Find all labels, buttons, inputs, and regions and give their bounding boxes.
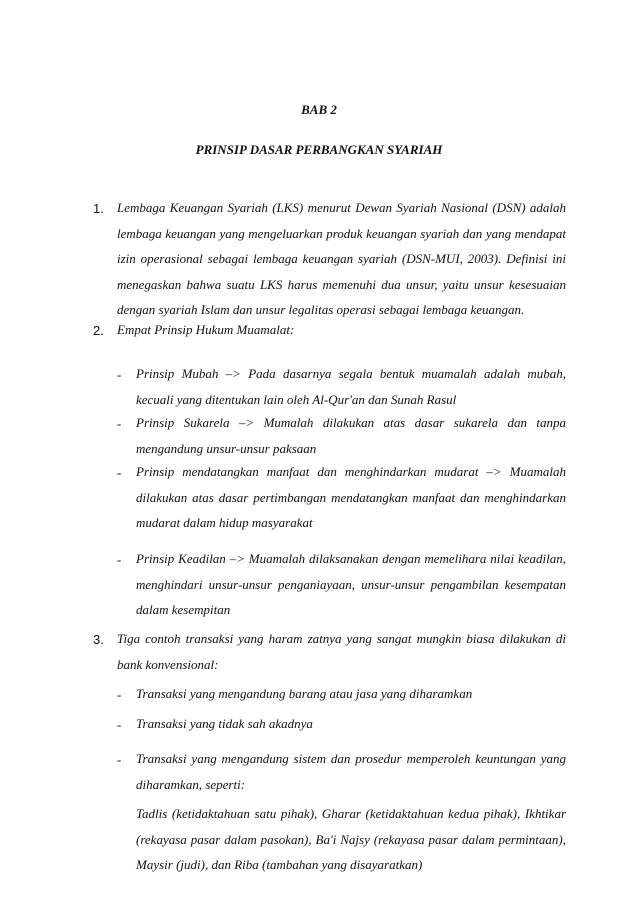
section-text: Lembaga Keuangan Syariah (LKS) menurut Dewan Syariah Nasional (DSN) adalah lembaga keuangan yang mengeluarkan produk keuangan syariah dan yang mendapat izin operasional sebagai lembaga keuangan syariah (DSN-MUI, 2003). Definisi ini menegaskan bahwa suatu LKS harus memenuhi dua unsur, yaitu unsur kesesuaian dengan syariah Islam dan unsur legalitas operasi sebagai lembaga keuangan. — [117, 200, 566, 317]
list-item — [117, 717, 566, 737]
bullet-dash: - — [117, 552, 122, 567]
list-item — [117, 416, 566, 461]
list-item-text: Prinsip mendatangkan manfaat dan menghindarkan mudarat –> Muamalah dilakukan atas dasar pertimbangan mendatangkan manfaat dan menghindarkan mudarat dalam hidup masyarakat — [136, 464, 566, 530]
list-item-text: Prinsip Keadilan –> Muamalah dilaksanakan dengan memelihara nilai keadilan, menghindari unsur-unsur penganiayaan, unsur-unsur pengambilan kesempatan dalam kesempitan — [136, 551, 566, 617]
list-item-text: Transaksi yang mengandung sistem dan prosedur memperoleh keuntungan yang diharamkan, seperti: — [136, 751, 566, 792]
list-item — [117, 552, 566, 623]
list-item-text: Prinsip Sukarela –> Mumalah dilakukan atas dasar sukarela dan tanpa mengandung unsur-unsur paksaan — [136, 415, 566, 456]
chapter-heading: BAB 2 — [301, 102, 337, 117]
list-item-text: Transaksi yang mengandung barang atau jasa yang diharamkan — [136, 686, 473, 701]
list-item-text: Prinsip Mubah –> Pada dasarnya segala bentuk muamalah adalah mubah, kecuali yang ditentukan lain oleh Al-Qur'an dan Sunah Rasul — [136, 366, 566, 407]
section-number: 2. — [93, 323, 104, 338]
section-1 — [93, 201, 566, 323]
section-text: Tiga contoh transaksi yang haram zatnya yang sangat mungkin biasa dilakukan di bank konvensional: — [117, 631, 566, 672]
list-item — [117, 752, 566, 797]
section-number: 1. — [93, 201, 104, 216]
list-item — [117, 367, 566, 412]
list-item — [117, 465, 566, 536]
bullet-dash: - — [117, 752, 122, 767]
bullet-dash: - — [117, 416, 122, 431]
section-number: 3. — [93, 632, 104, 647]
bullet-dash: - — [117, 687, 122, 702]
section-3 — [93, 632, 566, 677]
section-note: Tadlis (ketidaktahuan satu pihak), Gharar (ketidaktahuan kedua pihak), Ikhtikar (rekayasa pasar dalam pasokan), Ba'i Najsy (rekayasa pasar dalam permintaan), Maysir (judi), dan Riba (tambahan yang disayaratkan) — [136, 806, 566, 872]
section-text: Empat Prinsip Hukum Muamalat: — [117, 322, 295, 337]
bullet-dash: - — [117, 465, 122, 480]
list-item-text: Transaksi yang tidak sah akadnya — [136, 716, 313, 731]
section-2 — [93, 323, 566, 343]
bullet-dash: - — [117, 717, 122, 732]
chapter-title: PRINSIP DASAR PERBANGKAN SYARIAH — [195, 142, 443, 157]
list-item — [117, 687, 566, 707]
bullet-dash: - — [117, 367, 122, 382]
